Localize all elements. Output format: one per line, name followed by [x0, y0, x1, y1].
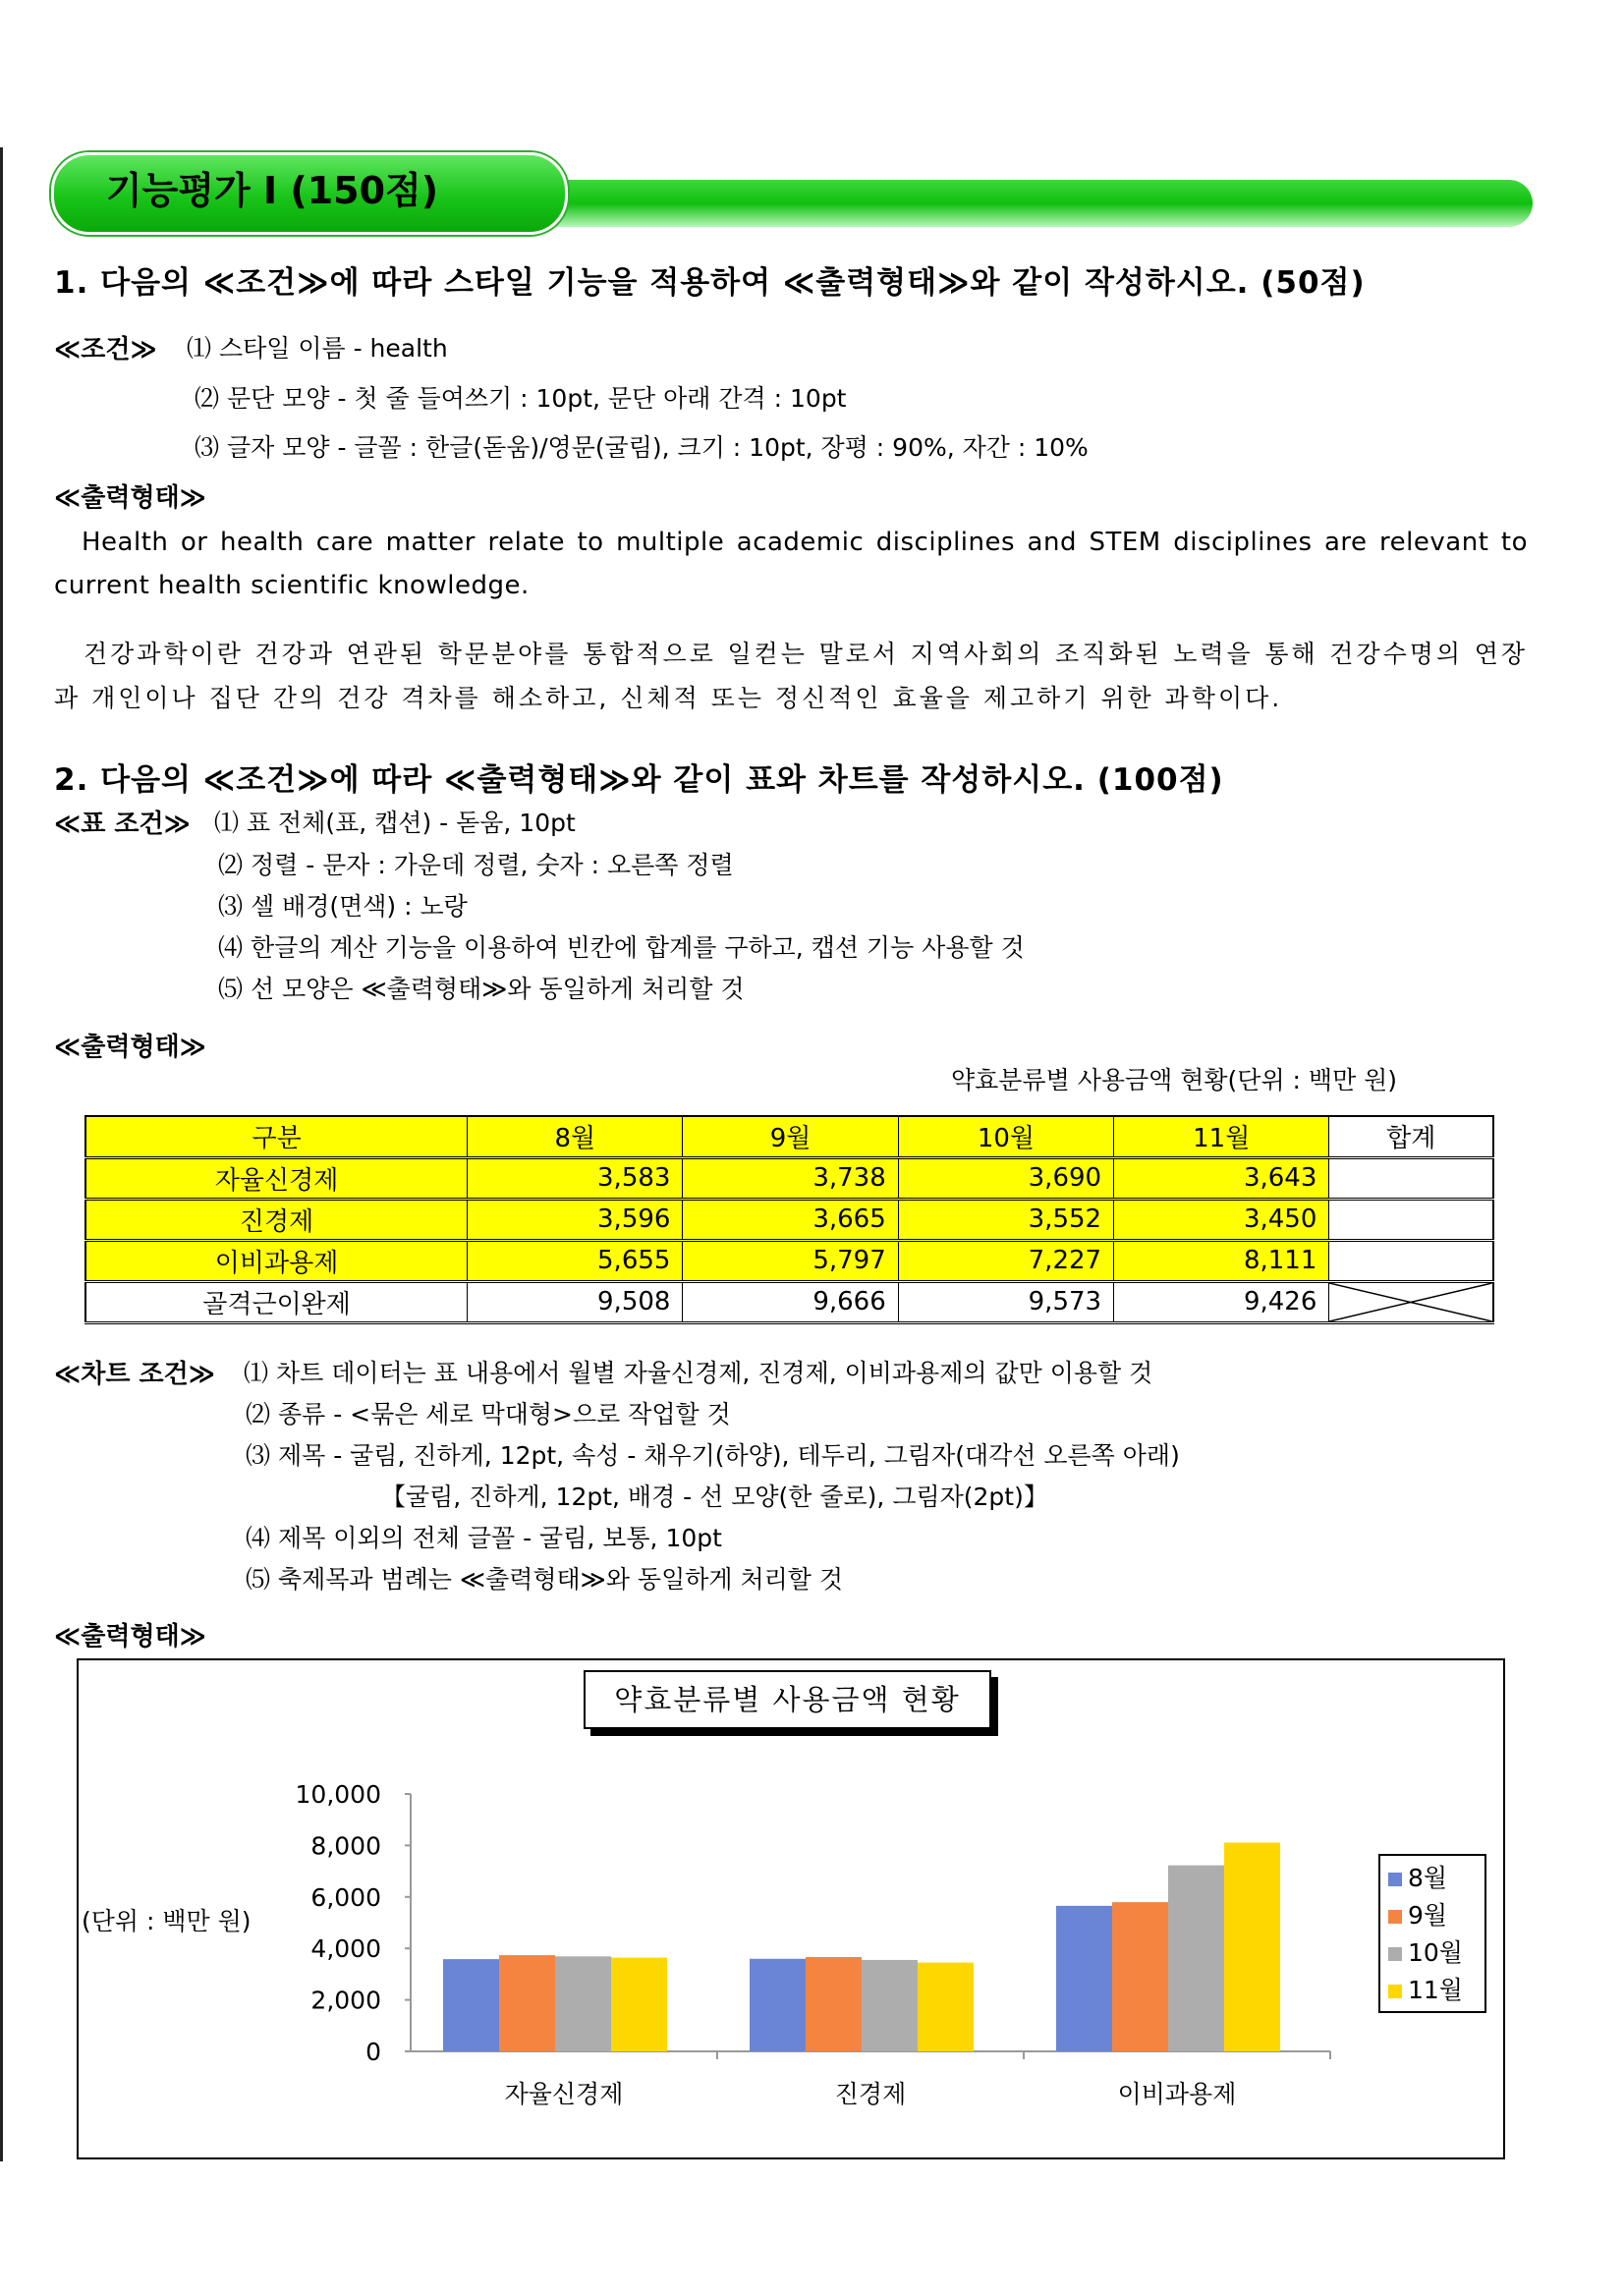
- table-cell: 5,655: [468, 1240, 683, 1281]
- table-cell: 3,583: [468, 1157, 683, 1199]
- table-condition-label: ≪표 조건≫: [54, 810, 191, 839]
- table-row: [85, 1240, 1493, 1281]
- chart-condition-4: ⑷ 제목 이외의 전체 글꼴 - 굴림, 보통, 10pt: [246, 1524, 722, 1552]
- table-condition-1: ⑴ 표 전체(표, 캡션) - 돋움, 10pt: [214, 809, 576, 837]
- table-cell: 이비과용제: [85, 1240, 468, 1281]
- total-cell-empty: [1329, 1240, 1493, 1281]
- bar: [1112, 1902, 1168, 2051]
- header-cell: 8월: [468, 1116, 683, 1157]
- question-1-title: 1. 다음의 ≪조건≫에 따라 스타일 기능을 적용하여 ≪출력형태≫와 같이 작성하시오. (50점): [54, 265, 1366, 301]
- chart-condition-label: ≪차트 조건≫: [54, 1360, 215, 1389]
- table-cell: 3,690: [898, 1157, 1113, 1199]
- legend-label: 10월: [1408, 1938, 1463, 1967]
- legend-label: 8월: [1408, 1864, 1448, 1892]
- table-condition-3: ⑶ 셀 배경(면색) : 노랑: [218, 892, 468, 921]
- y-tick-label: 10,000: [295, 1780, 381, 1809]
- table-cell: 3,450: [1114, 1199, 1329, 1240]
- table-cell: 3,738: [683, 1157, 898, 1199]
- table-cell: 진경제: [85, 1199, 468, 1240]
- y-tick-label: 8,000: [310, 1831, 381, 1861]
- paragraph-english: Health or health care matter relate to multiple academic disciplines and STEM disciplines are relevant to current health scientific knowledge.: [54, 528, 1528, 600]
- table-row: [85, 1199, 1493, 1240]
- table-cell: 자율신경제: [85, 1157, 468, 1199]
- bar: [555, 1956, 611, 2051]
- y-tick-label: 4,000: [310, 1934, 381, 1964]
- output-label-2: ≪출력형태≫: [54, 1033, 206, 1062]
- chart-condition-5: ⑸ 축제목과 범례는 ≪출력형태≫와 동일하게 처리할 것: [246, 1565, 844, 1594]
- chart-y-axis-title: (단위 : 백만 원): [82, 1907, 252, 1935]
- legend-label: 9월: [1408, 1901, 1448, 1930]
- legend-swatch: [1388, 1947, 1402, 1961]
- crossed-cell: [1329, 1281, 1493, 1322]
- header-cell: 11월: [1114, 1116, 1329, 1157]
- bar: [918, 1963, 974, 2051]
- table-cell: 3,665: [683, 1199, 898, 1240]
- cross-lines: [1329, 1283, 1492, 1321]
- x-tick-label: 진경제: [834, 2080, 907, 2108]
- chart-condition-3-note: 【굴림, 진하게, 12pt, 배경 - 선 모양(한 줄로), 그림자(2pt)】: [381, 1483, 1048, 1511]
- bar: [1056, 1906, 1112, 2051]
- bar: [862, 1960, 918, 2051]
- total-cell-empty: [1329, 1157, 1493, 1199]
- condition-2: ⑵ 문단 모양 - 첫 줄 들여쓰기 : 10pt, 문단 아래 간격 : 10pt: [195, 384, 847, 413]
- table-cell: 3,643: [1114, 1157, 1329, 1199]
- condition-3: ⑶ 글자 모양 - 글꼴 : 한글(돋움)/영문(굴림), 크기 : 10pt, 장평 : 90%, 자간 : 10%: [195, 433, 1089, 462]
- chart-condition-3: ⑶ 제목 - 굴림, 진하게, 12pt, 속성 - 채우기(하양), 테두리, 그림자(대각선 오른쪽 아래): [246, 1441, 1180, 1470]
- table-condition-2: ⑵ 정렬 - 문자 : 가운데 정렬, 숫자 : 오른쪽 정렬: [218, 851, 734, 879]
- table-cell: 7,227: [898, 1240, 1113, 1281]
- legend-item: [1388, 1934, 1477, 1972]
- bar: [611, 1958, 667, 2051]
- table-header-row: [85, 1116, 1493, 1157]
- chart-title: 약효분류별 사용금액 현황: [584, 1670, 991, 1729]
- y-tick-label: 0: [365, 2038, 381, 2066]
- header-cell: 9월: [683, 1116, 898, 1157]
- question-2-title: 2. 다음의 ≪조건≫에 따라 ≪출력형태≫와 같이 표와 차트를 작성하시오. (100점): [54, 762, 1224, 798]
- table-cell: 9,508: [468, 1281, 683, 1322]
- table-cell: 9,666: [683, 1281, 898, 1322]
- bar-chart: [77, 1658, 1505, 2159]
- bar: [806, 1957, 862, 2051]
- legend-item: [1388, 1897, 1477, 1934]
- legend-swatch: [1388, 1873, 1402, 1886]
- header-cell: 10월: [898, 1116, 1113, 1157]
- bar: [1168, 1866, 1224, 2051]
- table-cell: 골격근이완제: [85, 1281, 468, 1322]
- left-margin-line: [0, 147, 3, 2161]
- data-table: [84, 1115, 1494, 1324]
- legend-item: [1388, 1972, 1477, 2009]
- legend-label: 11월: [1408, 1976, 1463, 2004]
- banner-bar: [550, 180, 1533, 227]
- chart-condition-1: ⑴ 차트 데이터는 표 내용에서 월별 자율신경제, 진경제, 이비과용제의 값만 이용할 것: [244, 1359, 1153, 1387]
- total-cell-empty: [1329, 1199, 1493, 1240]
- output-label-3: ≪출력형태≫: [54, 1622, 206, 1652]
- chart-condition-2: ⑵ 종류 - <묶은 세로 막대형>으로 작업할 것: [246, 1400, 731, 1428]
- legend-item: [1388, 1860, 1477, 1897]
- header-cell: 합계: [1329, 1116, 1493, 1157]
- table-cell: 9,426: [1114, 1281, 1329, 1322]
- chart-legend: [1378, 1854, 1486, 2013]
- condition-1: ⑴ 스타일 이름 - health: [187, 334, 448, 363]
- legend-swatch: [1388, 1985, 1402, 1998]
- condition-label: ≪조건≫: [54, 335, 157, 364]
- legend-swatch: [1388, 1910, 1402, 1924]
- bar: [443, 1959, 499, 2051]
- table-condition-4: ⑷ 한글의 계산 기능을 이용하여 빈칸에 합계를 구하고, 캡션 기능 사용할 것: [218, 933, 1025, 962]
- table-cell: 3,552: [898, 1199, 1113, 1240]
- table-cell: 3,596: [468, 1199, 683, 1240]
- table-cell: 5,797: [683, 1240, 898, 1281]
- x-tick-label: 자율신경제: [504, 2080, 624, 2108]
- y-tick-label: 2,000: [310, 1986, 381, 2015]
- page-title: 기능평가 Ⅰ (150점): [105, 169, 439, 212]
- bar: [1224, 1842, 1280, 2051]
- bar: [750, 1959, 806, 2051]
- table-cell: 9,573: [898, 1281, 1113, 1322]
- table-caption: 약효분류별 사용금액 현황(단위 : 백만 원): [951, 1066, 1398, 1094]
- output-label-1: ≪출력형태≫: [54, 483, 206, 513]
- paragraph-korean: 건강과학이란 건강과 연관된 학문분야를 통합적으로 일컫는 말로서 지역사회의 조직화된 노력을 통해 건강수명의 연장과 개인이나 집단 간의 건강 격차를 해소하고, 신체적 또는 정신적인 효율을 제고하기 위한 과학이다.: [54, 640, 1528, 712]
- header-cell: 구분: [85, 1116, 468, 1157]
- table-condition-5: ⑸ 선 모양은 ≪출력형태≫와 동일하게 처리할 것: [218, 975, 745, 1003]
- bar: [499, 1955, 555, 2051]
- x-tick-label: 이비과용제: [1117, 2080, 1237, 2108]
- table-row: [85, 1157, 1493, 1199]
- table-row: [85, 1281, 1493, 1322]
- y-tick-label: 6,000: [310, 1882, 381, 1912]
- table-cell: 8,111: [1114, 1240, 1329, 1281]
